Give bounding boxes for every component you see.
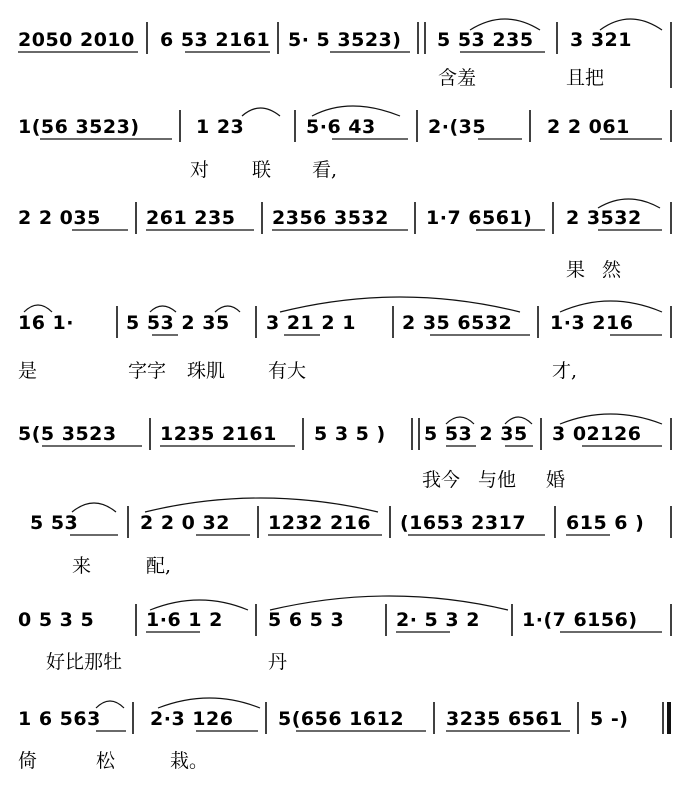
slur [158,698,260,708]
measure-1: 2 2 035 [18,207,101,229]
lyric: 字字 [128,360,167,382]
measure-1: 0 5 3 5 [18,609,95,631]
lyric: 果 [566,259,586,281]
lyric: 看, [312,159,338,181]
measure-4: (1653 2317 [400,512,527,534]
lyric: 联 [252,159,272,181]
measure-2: 6 53 2161 [160,29,271,51]
lyric: 是 [18,360,38,382]
lyric: 婚 [546,469,566,491]
measure-3: 5·6 43 [306,116,376,138]
score-row-3 [18,199,671,281]
measure-4: 5 53 2 35 [424,423,528,445]
lyric: 栽。 [170,750,209,772]
measure-1: 2050 2010 [18,29,135,51]
slur [242,108,280,116]
measure-2: 1 23 [196,116,245,138]
measure-5: 3 02126 [552,423,642,445]
measure-2: 5 53 2 35 [126,312,230,334]
slur [96,701,124,708]
score-row-2 [18,106,671,181]
slur [312,106,400,116]
measure-5: 3 321 [570,29,632,51]
lyric: 好比那牡 [46,651,123,673]
lyric: 然 [602,259,622,281]
measure-5: 615 6 ) [566,512,645,534]
measure-2: 261 235 [146,207,236,229]
lyric: 与他 [478,469,517,491]
measure-1: 1(56 3523) [18,116,140,138]
measure-4: 2·(35 [428,116,487,138]
measure-3: 1232 216 [268,512,372,534]
lyric: 倚 [18,750,38,772]
slur [145,498,378,512]
score-row-6 [30,498,671,577]
lyric: 有大 [268,360,307,382]
measure-5: 1·3 216 [550,312,634,334]
measure-5: 2 2 061 [547,116,630,138]
measure-3: 5· 5 3523) [288,29,402,51]
slur [560,301,662,312]
measure-3: 3 21 2 1 [266,312,356,334]
measure-4: 5 53 235 [437,29,534,51]
measure-1: 5(5 3523 [18,423,117,445]
measure-3: 5 3 5 ) [314,423,386,445]
measure-2: 1·6 1 2 [146,609,223,631]
measure-4: 3235 6561 [446,708,563,730]
measure-4: 1·7 6561) [426,207,533,229]
lyric: 珠肌 [187,360,226,382]
lyric: 丹 [268,651,288,673]
slur [24,305,52,312]
lyric: 配, [146,555,172,577]
measure-2: 2·3 126 [150,708,234,730]
measure-1: 16 1· [18,312,74,334]
measure-4: 2 35 6532 [402,312,513,334]
measure-5: 2 3532 [566,207,642,229]
lyric: 才, [552,360,578,382]
final-barline-thick [667,702,671,734]
measure-3: 2356 3532 [272,207,389,229]
lyric: 对 [190,159,210,181]
score-row-4 [18,297,671,382]
slur [270,596,508,610]
slur [280,297,520,312]
score-row-5 [18,414,671,491]
slur [72,503,116,512]
measure-4: 2· 5 3 2 [396,609,480,631]
lyric: 含羞 [438,67,477,89]
score-row-7 [18,596,671,673]
measure-2: 2 2 0 32 [140,512,230,534]
lyric: 松 [96,750,116,772]
score-row-1 [18,19,671,89]
measure-3: 5 6 5 3 [268,609,345,631]
measure-1: 5 53 [30,512,79,534]
measure-3: 5(656 1612 [278,708,405,730]
score-row-8 [18,698,671,772]
lyric: 来 [72,555,92,577]
lyric: 且把 [566,67,605,89]
measure-1: 1 6 563 [18,708,101,730]
lyric: 我今 [422,469,461,491]
measure-2: 1235 2161 [160,423,277,445]
measure-5: 5 -) [590,708,629,730]
measure-5: 1·(7 6156) [522,609,638,631]
